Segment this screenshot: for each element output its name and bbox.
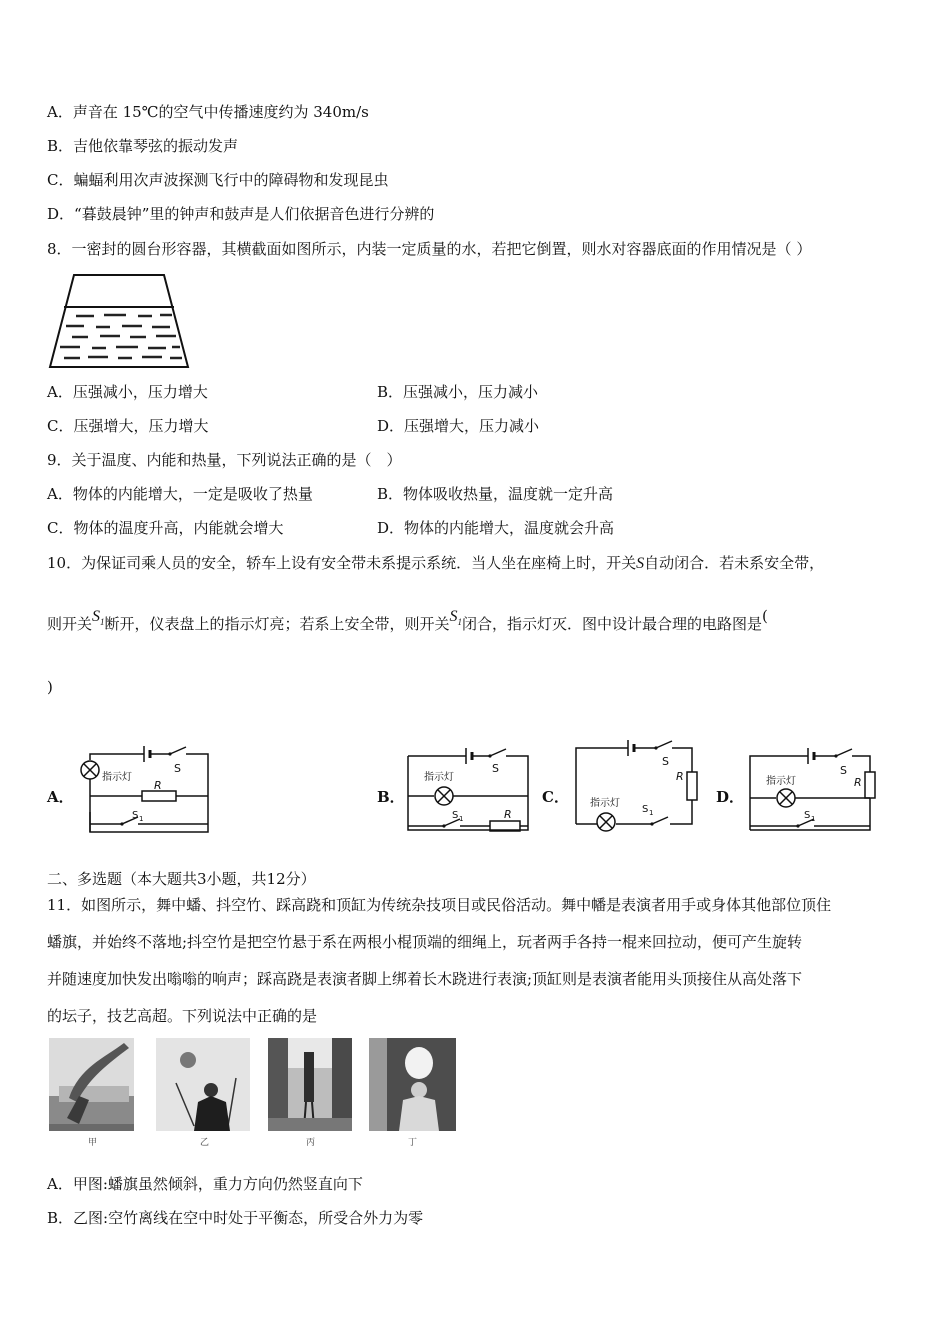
- q8-option-b: B．压强减小，压力减小: [377, 383, 539, 401]
- q10-line-2-text-b: 断开，仪表盘上的指示灯亮；若系上安全带，则开关: [104, 615, 450, 633]
- circuit-d-switch-s-label: S: [840, 764, 847, 777]
- photo-ding-jar-balancing: [369, 1038, 456, 1131]
- circuit-d-switch-s1-sub: 1: [811, 815, 816, 823]
- q8-stem: 8．一密封的圆台形容器，其横截面如图所示，内装一定质量的水，若把它倒置，则水对容器底面的作用情况是（ ）: [47, 240, 812, 258]
- q8-option-d: D．压强增大，压力减小: [377, 417, 540, 435]
- circuit-diagram-c: [572, 734, 704, 834]
- frustum-container-figure: [46, 272, 192, 370]
- q7-option-d: D．“暮鼓晨钟”里的钟声和鼓声是人们依据音色进行分辨的: [47, 205, 435, 223]
- circuit-c-switch-s1-sub: 1: [649, 809, 654, 817]
- q10-line-2-text-c: 闭合，指示灯灭．图中设计最合理的电路图是: [462, 615, 763, 633]
- q11-line-1: 11．如图所示，舞中蟠、抖空竹、踩高跷和顶缸为传统杂技项目或民俗活动。舞中幡是表演者用手或身体其他部位顶住: [47, 896, 832, 914]
- circuit-a-resistor-label: R: [154, 779, 162, 792]
- circuit-diagram-a: [72, 740, 214, 836]
- circuit-b-lamp-label: 指示灯: [424, 772, 454, 783]
- circuit-d-lamp-label: 指示灯: [766, 776, 796, 787]
- switch-s1-subscript-2: 1: [457, 617, 463, 628]
- q10-line-2: [47, 607, 768, 640]
- circuit-a-lamp-label: 指示灯: [102, 772, 132, 783]
- photo-jia-flag-performance: [49, 1038, 134, 1131]
- switch-s1-letter: S: [92, 608, 101, 625]
- switch-s-symbol: S: [636, 555, 645, 572]
- switch-s1-subscript: 1: [100, 617, 105, 628]
- circuit-option-a-label: A．: [47, 788, 74, 806]
- q9-stem: 9．关于温度、内能和热量，下列说法正确的是（ ）: [47, 451, 402, 469]
- paren-open: (: [762, 607, 768, 625]
- q9-option-b: B．物体吸收热量，温度就一定升高: [377, 485, 614, 503]
- circuit-c-resistor-label: R: [676, 770, 684, 783]
- circuit-option-b-label: B．: [377, 788, 405, 806]
- q11-line-4: 的坛子，技艺高超。下列说法中正确的是: [47, 1007, 318, 1025]
- q10-line-1: [47, 553, 824, 574]
- caption-ding: 丁: [408, 1138, 418, 1148]
- circuit-a-switch-s1-label: S: [132, 810, 139, 821]
- switch-s1-letter-2: S: [449, 608, 458, 625]
- circuit-d-switch-s1-label: S: [804, 810, 811, 821]
- q9-option-a: A．物体的内能增大，一定是吸收了热量: [47, 485, 313, 503]
- q11-line-3: 并随速度加快发出嗡嗡的响声；踩高跷是表演者脚上绑着长木跷进行表演;顶缸则是表演者能用头顶接住从高处落下: [47, 970, 803, 988]
- q10-line-1-text-b: 自动闭合．若未系安全带，: [644, 554, 825, 572]
- circuit-diagram-b: [404, 740, 534, 836]
- circuit-c-switch-s1-label: S: [642, 804, 649, 815]
- q9-option-c: C．物体的温度升高，内能就会增大: [47, 519, 284, 537]
- q7-option-c: C．蝙蝠利用次声波探测飞行中的障碍物和发现昆虫: [47, 171, 389, 189]
- photo-yi-diabolo: [156, 1038, 250, 1131]
- circuit-a-switch-s-label: S: [174, 762, 181, 775]
- q8-option-c: C．压强增大，压力增大: [47, 417, 209, 435]
- q9-option-d: D．物体的内能增大，温度就会升高: [377, 519, 615, 537]
- circuit-diagram-d: [746, 740, 880, 836]
- switch-s1-symbol: [92, 608, 105, 628]
- circuit-a-switch-s1-sub: 1: [139, 815, 144, 823]
- q7-option-a: A．声音在 15℃的空气中传播速度约为 340m/s: [47, 103, 369, 121]
- caption-yi: 乙: [200, 1138, 210, 1148]
- switch-s1-symbol-2: [449, 608, 463, 628]
- circuit-d-resistor-label: R: [854, 776, 862, 789]
- q8-option-a: A．压强减小，压力增大: [47, 383, 208, 401]
- q11-option-a: A．甲图:蟠旗虽然倾斜，重力方向仍然竖直向下: [47, 1175, 363, 1193]
- caption-jia: 甲: [88, 1138, 98, 1148]
- circuit-b-switch-s-label: S: [492, 762, 499, 775]
- circuit-b-switch-s1-label: S: [452, 810, 459, 821]
- circuit-b-resistor-label: R: [504, 808, 512, 821]
- caption-bing: 丙: [306, 1138, 316, 1148]
- q7-option-b: B．吉他依靠琴弦的振动发声: [47, 137, 239, 155]
- q11-option-b: B．乙图:空竹离线在空中时处于平衡态，所受合外力为零: [47, 1209, 424, 1227]
- circuit-c-lamp-label: 指示灯: [590, 798, 620, 809]
- q10-line-2-text-a: 则开关: [47, 615, 93, 633]
- circuit-c-switch-s-label: S: [662, 755, 669, 768]
- photo-bing-stilts: [268, 1038, 352, 1131]
- q11-line-2: 蟠旗，并始终不落地;抖空竹是把空竹悬于系在两根小棍顶端的细绳上，玩者两手各持一棍来回拉动，便可产生旋转: [47, 933, 803, 951]
- q10-line-1-text-a: 10．为保证司乘人员的安全，轿车上设有安全带未系提示系统．当人坐在座椅上时，开关: [47, 554, 637, 572]
- circuit-option-d-label: D．: [716, 788, 745, 806]
- circuit-b-switch-s1-sub: 1: [459, 815, 464, 823]
- section-2-heading: 二、多选题（本大题共3小题，共12分）: [47, 870, 316, 888]
- circuit-option-c-label: C．: [542, 788, 569, 806]
- paren-close: ): [47, 678, 53, 696]
